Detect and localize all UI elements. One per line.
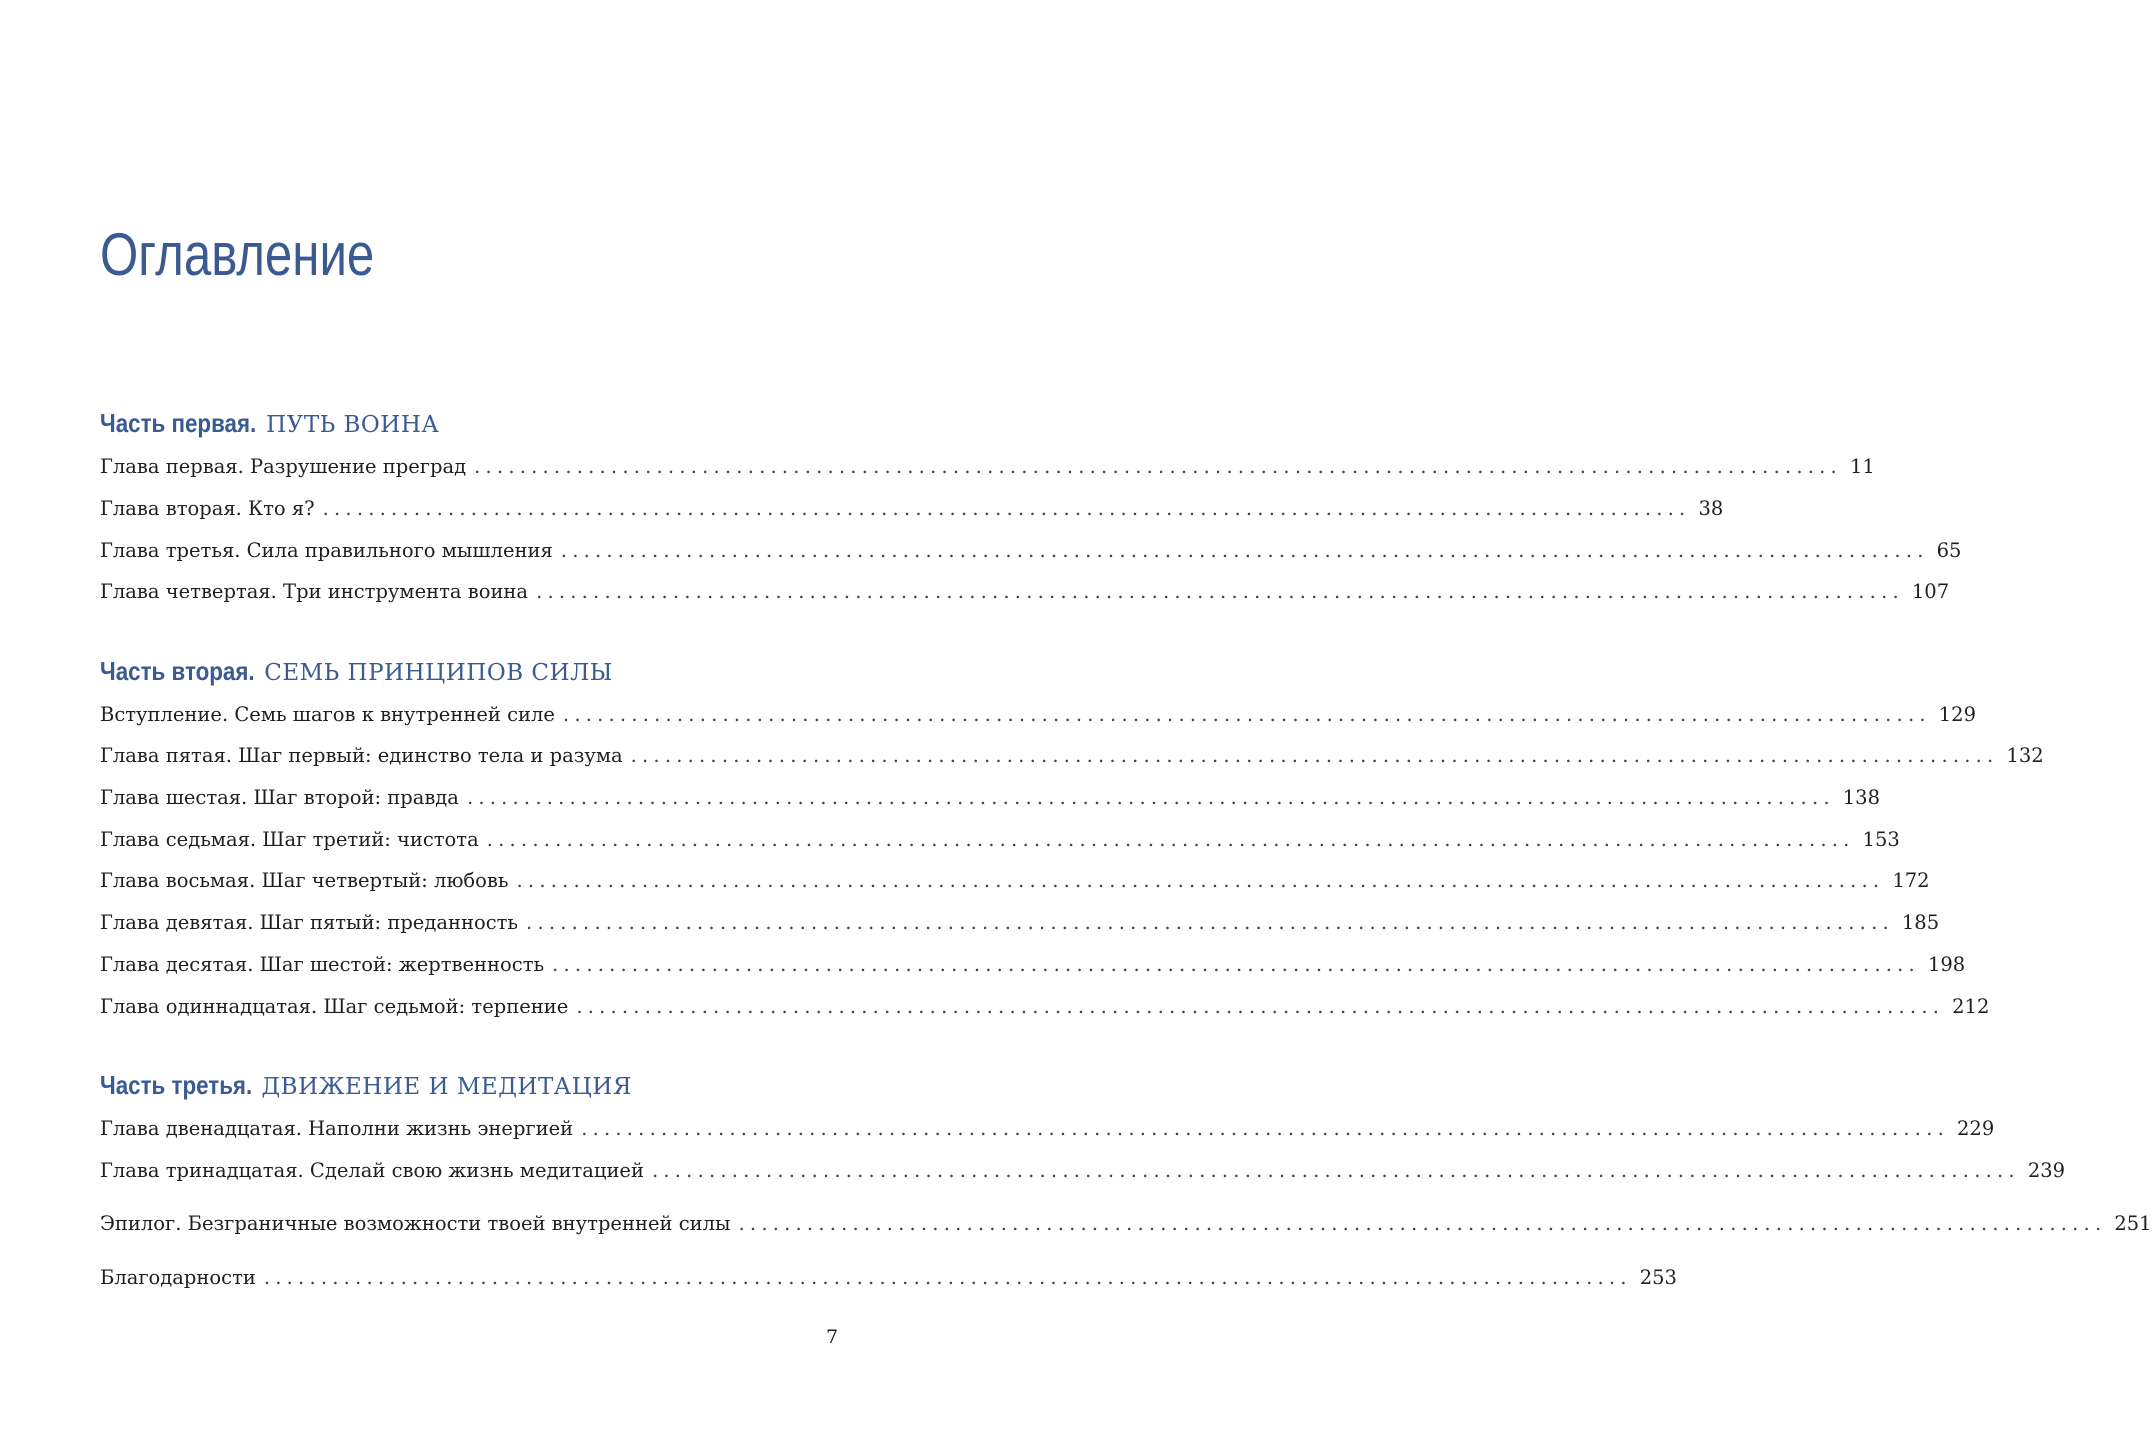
dot-leader: ........................................................................................................................ — [322, 497, 1691, 520]
part-title: ДВИЖЕНИЕ И МЕДИТАЦИЯ — [261, 1074, 632, 1100]
part-label: Часть первая. — [100, 408, 257, 438]
toc-entry[interactable] — [100, 744, 2044, 767]
toc-entry[interactable] — [100, 911, 1940, 934]
entry-page: 253 — [1639, 1266, 1677, 1289]
entry-title: Вступление. Семь шагов к внутренней силе — [100, 703, 555, 726]
toc-entry[interactable] — [100, 995, 1990, 1018]
part-heading — [100, 408, 840, 439]
part-title: СЕМЬ ПРИНЦИПОВ СИЛЫ — [264, 660, 613, 686]
entry-page: 185 — [1901, 911, 1940, 934]
entry-page: 107 — [1911, 580, 1950, 603]
dot-leader: ........................................................................................................................ — [466, 786, 1835, 809]
entry-page: 11 — [1849, 455, 1875, 478]
dot-leader: ........................................................................................................................ — [526, 911, 1894, 934]
dot-leader: ........................................................................................................................ — [474, 455, 1842, 478]
entry-title: Глава вторая. Кто я? — [100, 497, 315, 520]
page-number: 7 — [826, 1326, 839, 1348]
entry-page: 138 — [1842, 786, 1880, 809]
dot-leader: ........................................................................................................................ — [651, 1159, 2020, 1182]
entry-page: 229 — [1957, 1117, 1995, 1140]
toc-entry[interactable] — [100, 497, 1724, 520]
entry-title: Глава девятая. Шаг пятый: преданность — [100, 911, 519, 934]
toc-entry-acknowledgements[interactable] — [100, 1266, 1677, 1289]
entry-title: Глава третья. Сила правильного мышления — [100, 539, 553, 562]
entry-title: Глава двенадцатая. Наполни жизнь энергией — [100, 1117, 574, 1140]
entry-title: Благодарности — [100, 1266, 256, 1289]
entry-page: 198 — [1927, 953, 1966, 976]
dot-leader: ........................................................................................................................ — [630, 744, 1999, 767]
dot-leader: ........................................................................................................................ — [536, 580, 1904, 603]
entry-page: 251 — [2114, 1212, 2152, 1235]
entry-title: Эпилог. Безграничные возможности твоей внутренней силы — [100, 1212, 731, 1235]
toc-entry[interactable] — [100, 539, 1962, 562]
entry-page: 65 — [1936, 539, 1962, 562]
entry-page: 129 — [1938, 703, 1976, 726]
dot-leader: ........................................................................................................................ — [263, 1266, 1632, 1289]
entry-title: Глава седьмая. Шаг третий: чистота — [100, 828, 479, 851]
toc-entry[interactable] — [100, 953, 1966, 976]
entry-title: Глава четвертая. Три инструмента воина — [100, 580, 529, 603]
part-label: Часть третья. — [100, 1070, 253, 1100]
toc-entry-epilogue[interactable] — [100, 1212, 2152, 1235]
dot-leader: ........................................................................................................................ — [562, 703, 1931, 726]
part-label: Часть вторая. — [100, 656, 255, 686]
entry-title: Глава десятая. Шаг шестой: жертвенность — [100, 953, 545, 976]
dot-leader: ........................................................................................................................ — [576, 995, 1945, 1018]
dot-leader: ........................................................................................................................ — [516, 869, 1885, 892]
entry-title: Глава первая. Разрушение преград — [100, 455, 467, 478]
entry-page: 38 — [1698, 497, 1724, 520]
toc-entry[interactable] — [100, 455, 1875, 478]
entry-page: 132 — [2006, 744, 2044, 767]
toc-entry[interactable] — [100, 869, 1930, 892]
entry-title: Глава шестая. Шаг второй: правда — [100, 786, 459, 809]
dot-leader: ........................................................................................................................ — [560, 539, 1929, 562]
entry-title: Глава тринадцатая. Сделай свою жизнь медитацией — [100, 1159, 644, 1182]
entry-page: 153 — [1862, 828, 1900, 851]
toc-entry[interactable] — [100, 828, 1900, 851]
dot-leader: ........................................................................................................................ — [486, 828, 1855, 851]
entry-page: 239 — [2027, 1159, 2066, 1182]
dot-leader: ........................................................................................................................ — [552, 953, 1920, 976]
toc-entry[interactable] — [100, 703, 1976, 726]
toc-entry[interactable] — [100, 786, 1880, 809]
entry-title: Глава одиннадцатая. Шаг седьмой: терпение — [100, 995, 569, 1018]
part-heading — [100, 656, 840, 687]
toc-entry[interactable] — [100, 1159, 2066, 1182]
dot-leader: ........................................................................................................................ — [581, 1117, 1950, 1140]
entry-page: 172 — [1892, 869, 1930, 892]
entry-title: Глава восьмая. Шаг четвертый: любовь — [100, 869, 509, 892]
toc-entry[interactable] — [100, 580, 1950, 603]
page-title: Оглавление — [100, 221, 375, 288]
entry-page: 212 — [1952, 995, 1990, 1018]
part-heading — [100, 1070, 840, 1101]
part-title: ПУТЬ ВОИНА — [266, 412, 440, 438]
entry-title: Глава пятая. Шаг первый: единство тела и разума — [100, 744, 623, 767]
toc-entry[interactable] — [100, 1117, 1995, 1140]
dot-leader: ........................................................................................................................ — [738, 1212, 2107, 1235]
